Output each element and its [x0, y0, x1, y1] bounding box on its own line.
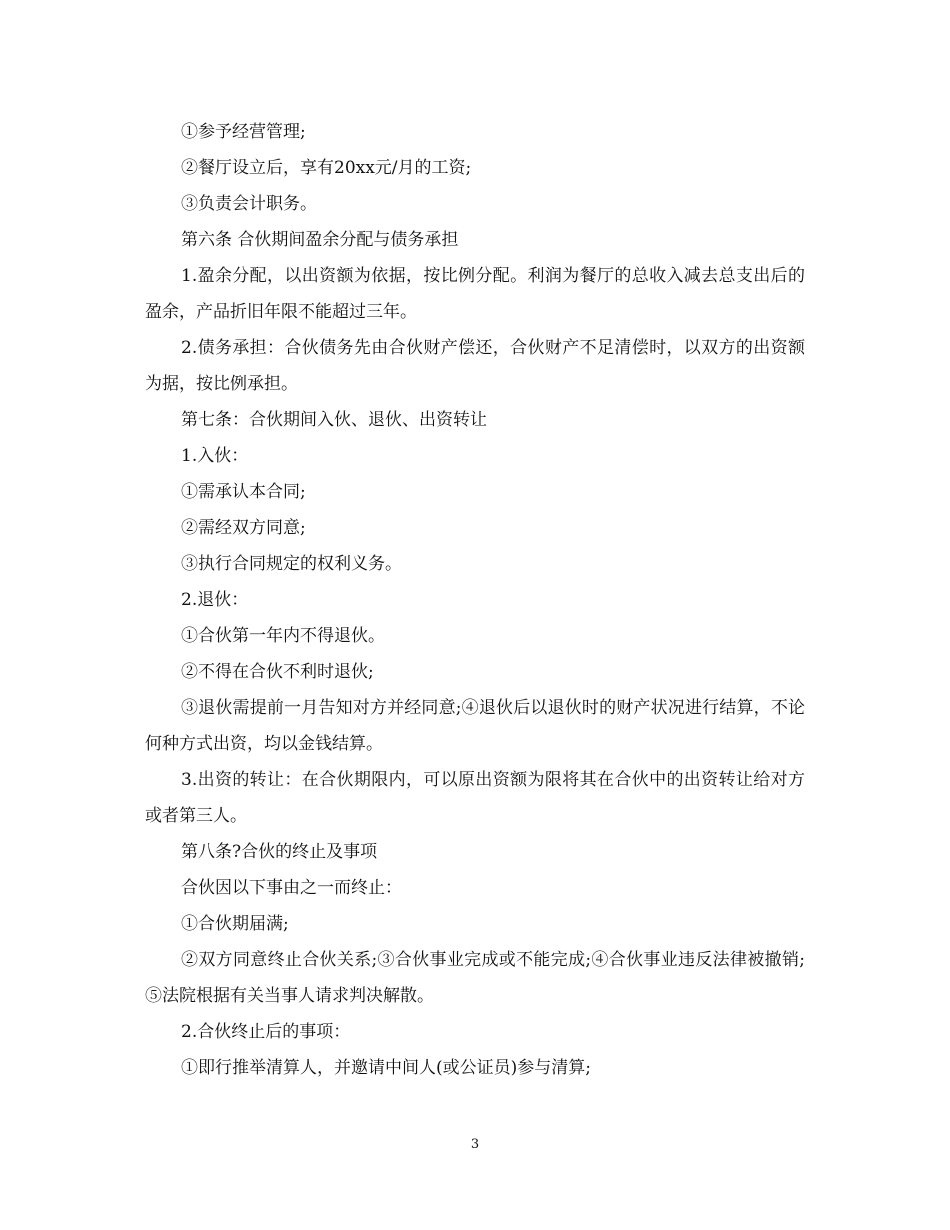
- paragraph: 3.出资的转让：在合伙期限内，可以原出资额为限将其在合伙中的出资转让给对方或者第三人。: [145, 770, 805, 826]
- paragraph: ①合伙第一年内不得退伙。: [181, 626, 385, 646]
- paragraph: ③退伙需提前一月告知对方并经同意;④退伙后以退伙时的财产状况进行结算，不论何种方式出资，均以金钱结算。: [145, 698, 805, 754]
- section-heading: 第七条：合伙期间入伙、退伙、出资转让: [181, 410, 487, 430]
- paragraph: 2.退伙：: [181, 590, 249, 610]
- paragraph: ②餐厅设立后，享有20xx元/月的工资;: [181, 158, 472, 178]
- paragraph: 2.合伙终止后的事项：: [181, 1022, 351, 1042]
- paragraph: ①需承认本合同;: [181, 482, 306, 502]
- page-number: 3: [470, 1137, 480, 1152]
- paragraph: ①合伙期届满;: [181, 914, 289, 934]
- paragraph: ①参予经营管理;: [181, 122, 306, 142]
- paragraph: 1.盈余分配，以出资额为依据，按比例分配。利润为餐厅的总收入减去总支出后的盈余，产品折旧年限不能超过三年。: [145, 266, 805, 322]
- paragraph: 合伙因以下事由之一而终止：: [181, 878, 402, 898]
- paragraph: ②需经双方同意;: [181, 518, 306, 538]
- document-body: [145, 114, 805, 1086]
- section-heading: 第八条?合伙的终止及事项: [181, 842, 378, 862]
- paragraph: ③负责会计职务。: [181, 194, 317, 214]
- paragraph: ①即行推举清算人，并邀请中间人(或公证员)参与清算;: [181, 1058, 591, 1078]
- paragraph: ②双方同意终止合伙关系;③合伙事业完成或不能完成;④合伙事业违反法律被撤销;⑤法院根据有关当事人请求判决解散。: [145, 950, 805, 1006]
- paragraph: ②不得在合伙不利时退伙;: [181, 662, 374, 682]
- paragraph: 2.债务承担：合伙债务先由合伙财产偿还，合伙财产不足清偿时，以双方的出资额为据，按比例承担。: [145, 338, 805, 394]
- paragraph: 1.入伙：: [181, 446, 249, 466]
- section-heading: 第六条 合伙期间盈余分配与债务承担: [181, 230, 459, 250]
- paragraph: ③执行合同规定的权利义务。: [181, 554, 402, 574]
